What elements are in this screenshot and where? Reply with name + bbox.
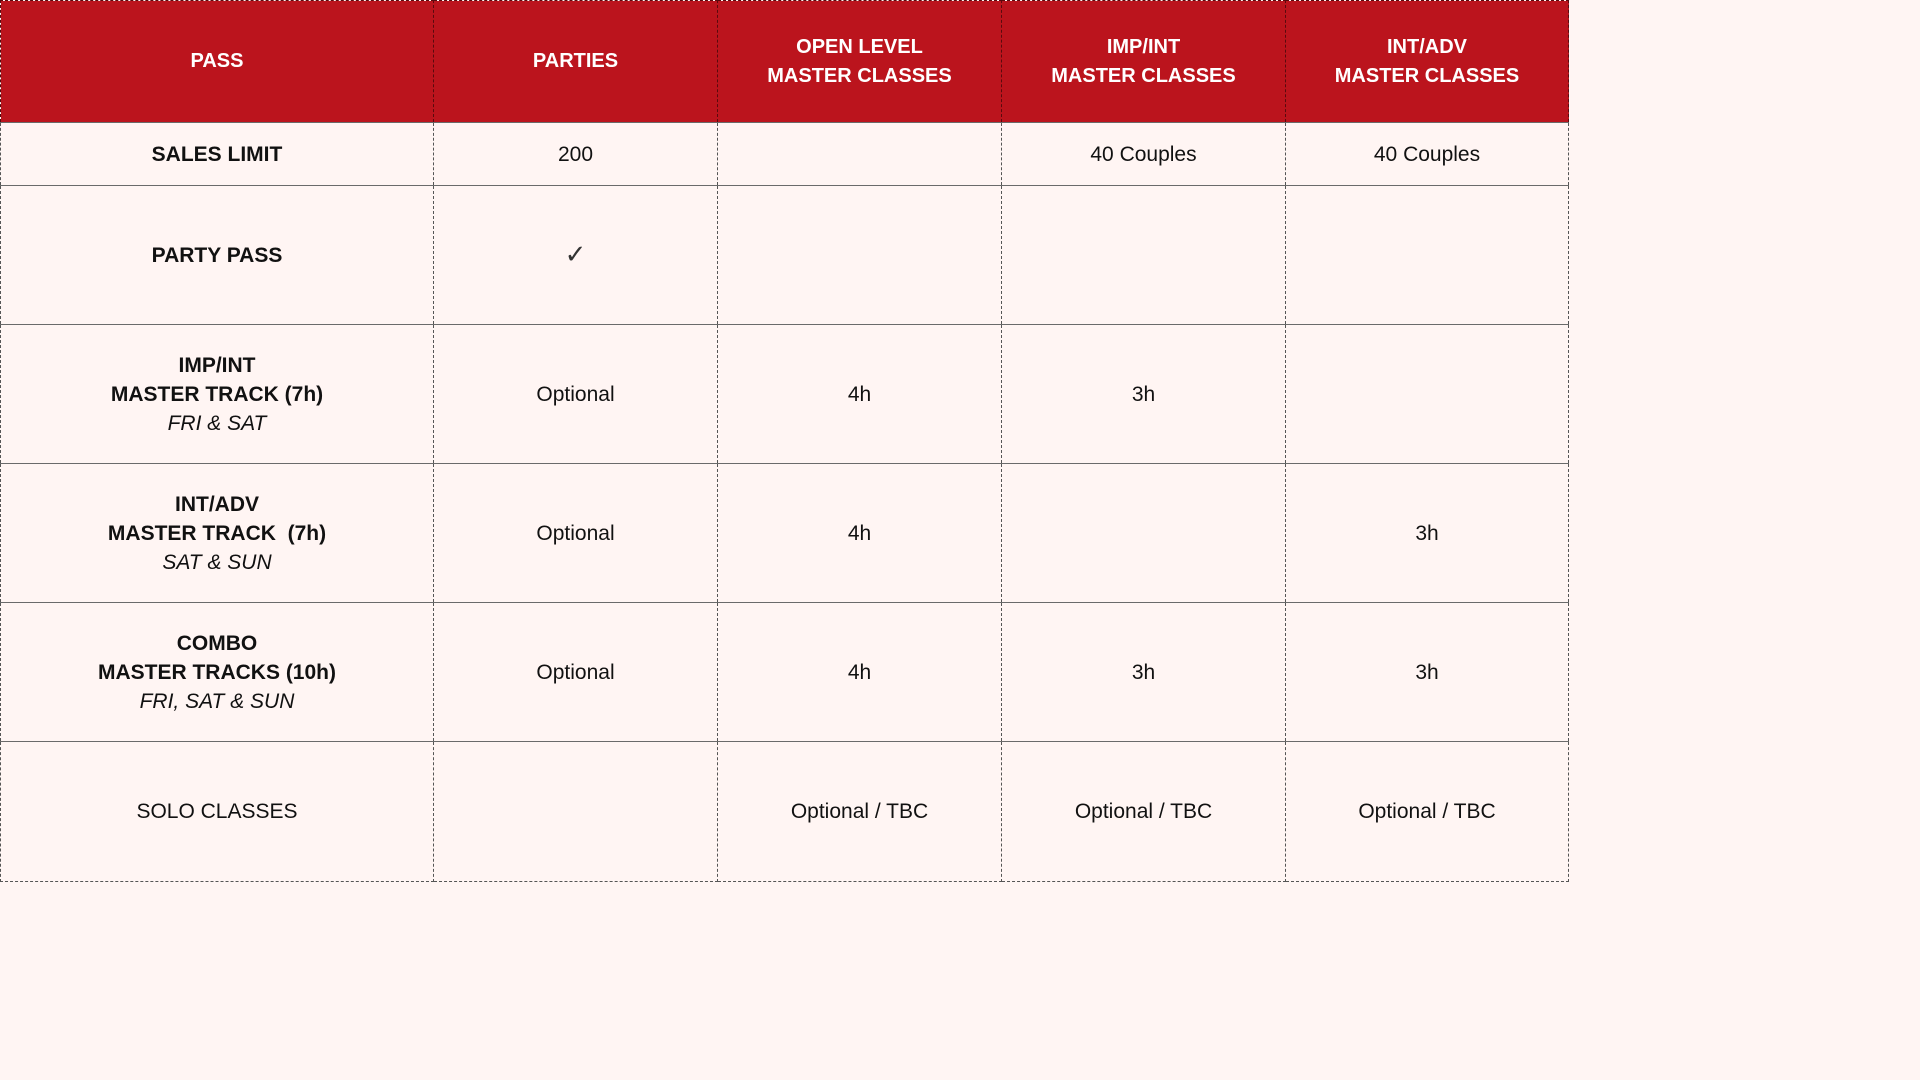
header-open-level [718,1,1002,123]
row-days: SAT & SUN [162,550,272,574]
cell-value: Optional [536,382,615,406]
row-solo-classes [1,742,1569,882]
cell-int-adv-track-imp-int [1002,464,1286,603]
header-pass [1,1,434,123]
cell-combo-track-int-adv [1286,603,1569,742]
header-pass-label: PASS [190,50,244,72]
cell-imp-int-track-parties [434,325,718,464]
cell-party-pass-label [1,186,434,325]
cell-imp-int-track-int-adv [1286,325,1569,464]
header-row [1,1,1569,123]
cell-sales-limit-imp-int [1002,123,1286,186]
header-open-level-line1: OPEN LEVEL [796,35,923,58]
row-days: FRI, SAT & SUN [139,689,295,713]
row-label-line1: INT/ADV [175,492,259,516]
cell-imp-int-track-open-level [718,325,1002,464]
cell-party-pass-parties [434,186,718,325]
row-party-pass [1,186,1569,325]
cell-imp-int-track-imp-int [1002,325,1286,464]
cell-int-adv-track-int-adv [1286,464,1569,603]
row-label: PARTY PASS [151,243,283,267]
cell-value: Optional / TBC [1358,800,1496,823]
cell-solo-classes-parties [434,742,718,882]
cell-value: 40 Couples [1373,142,1481,166]
cell-value: 3h [1415,521,1439,545]
row-combo-track [1,603,1569,742]
header-parties-label: PARTIES [532,50,619,72]
cell-sales-limit-open-level [718,123,1002,186]
row-imp-int-track [1,325,1569,464]
cell-value: 4h [847,382,872,406]
cell-combo-track-parties [434,603,718,742]
cell-solo-classes-int-adv [1286,742,1569,882]
cell-imp-int-track-label [1,325,434,464]
cell-combo-track-label [1,603,434,742]
header-int-adv-line2: MASTER CLASSES [1334,64,1520,87]
row-label: SOLO CLASSES [136,800,298,823]
header-imp-int-line1: IMP/INT [1106,35,1181,58]
cell-party-pass-open-level [718,186,1002,325]
row-sales-limit [1,123,1569,186]
cell-solo-classes-imp-int [1002,742,1286,882]
row-label: SALES LIMIT [151,142,283,166]
cell-solo-classes-label [1,742,434,882]
row-label-line2: MASTER TRACK (7h) [110,382,324,406]
row-label-line2: MASTER TRACK (7h) [107,521,327,545]
cell-value: Optional / TBC [790,800,929,823]
cell-value: 4h [847,521,872,545]
row-label-line1: COMBO [176,631,258,655]
row-int-adv-track [1,464,1569,603]
cell-value: 3h [1131,660,1156,684]
cell-value: 4h [847,660,872,684]
cell-combo-track-open-level [718,603,1002,742]
header-int-adv-line1: INT/ADV [1387,35,1467,58]
cell-value: Optional [536,660,615,684]
cell-value: 3h [1131,382,1156,406]
cell-value: Optional / TBC [1074,800,1213,823]
cell-value: 40 Couples [1090,142,1197,166]
row-label-line2: MASTER TRACKS (10h) [97,660,336,684]
cell-value: Optional [536,521,615,545]
header-open-level-line2: MASTER CLASSES [767,64,952,87]
cell-value: 200 [557,142,594,166]
cell-int-adv-track-label [1,464,434,603]
cell-value: 3h [1415,660,1439,684]
header-parties [434,1,718,123]
cell-combo-track-imp-int [1002,603,1286,742]
cell-sales-limit-parties [434,123,718,186]
header-int-adv [1286,1,1569,123]
check-mark-icon: ✓ [564,238,587,269]
cell-int-adv-track-open-level [718,464,1002,603]
cell-party-pass-int-adv [1286,186,1569,325]
cell-party-pass-imp-int [1002,186,1286,325]
cell-solo-classes-open-level [718,742,1002,882]
header-imp-int [1002,1,1286,123]
cell-int-adv-track-parties [434,464,718,603]
cell-sales-limit-label [1,123,434,186]
header-imp-int-line2: MASTER CLASSES [1051,64,1236,87]
row-label-line1: IMP/INT [178,353,256,377]
cell-sales-limit-int-adv [1286,123,1569,186]
row-days: FRI & SAT [167,411,267,435]
